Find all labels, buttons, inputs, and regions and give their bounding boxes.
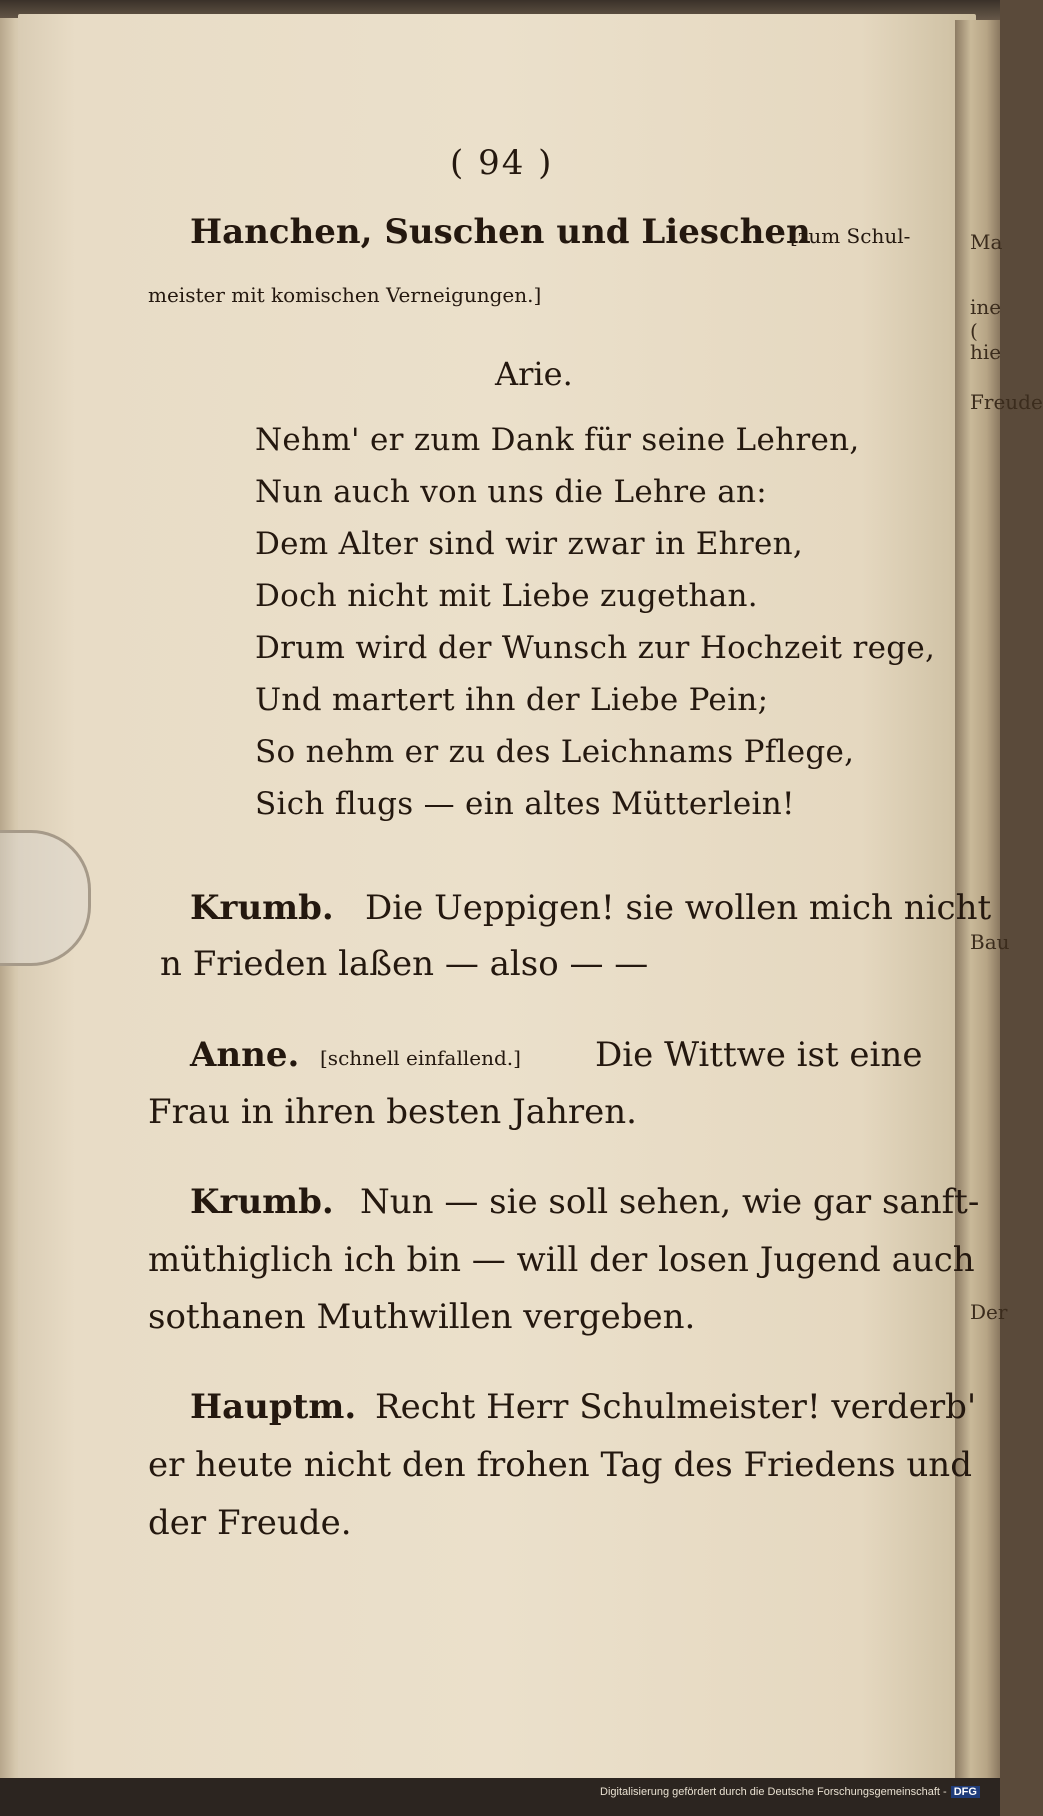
margin-fragment: Freude (970, 390, 1043, 414)
margin-fragment: Der (970, 1300, 1008, 1324)
verse-line: Und martert ihn der Liebe Pein; (255, 682, 769, 718)
margin-fragment: Bau (970, 930, 1010, 954)
verse-line: Sich flugs — ein altes Mütterlein! (255, 786, 795, 822)
stage-direction: [schnell einfallend.] (320, 1046, 521, 1070)
dialogue-line: n Frieden laßen — also — — (160, 944, 649, 984)
dialogue-line: sothanen Muthwillen vergeben. (148, 1297, 696, 1337)
dialogue-line: müthiglich ich bin — will der losen Jugend auch (148, 1240, 975, 1280)
verse-line: Nehm' er zum Dank für seine Lehren, (255, 422, 860, 458)
dialogue-line: Recht Herr Schulmeister! verderb' (375, 1387, 977, 1427)
verse-line: Nun auch von uns die Lehre an: (255, 474, 767, 510)
dialogue-line: der Freude. (148, 1503, 352, 1543)
margin-fragment: Ma (970, 230, 1003, 254)
speaker-name: Krumb. (190, 1182, 334, 1222)
speaker-name: Hauptm. (190, 1387, 357, 1427)
dialogue-line: er heute nicht den frohen Tag des Friedens und (148, 1445, 972, 1485)
verse-line: So nehm er zu des Leichnams Pflege, (255, 734, 855, 770)
footer-credit (600, 1786, 980, 1798)
page-number: ( 94 ) (450, 143, 554, 183)
dialogue-line: Die Wittwe ist eine (595, 1035, 923, 1075)
verse-line: Doch nicht mit Liebe zugethan. (255, 578, 758, 614)
song-title: Arie. (495, 355, 573, 393)
speaker-name: Krumb. (190, 888, 334, 928)
speaker-name: Anne. (190, 1035, 300, 1075)
dfg-logo: DFG (951, 1786, 980, 1798)
footer-credit-text: Digitalisierung gefördert durch die Deutsche Forschungsgemeinschaft - (600, 1786, 947, 1798)
dialogue-line: Die Ueppigen! sie wollen mich nicht (365, 888, 992, 928)
margin-fragment: ine ( (970, 295, 1002, 343)
heading-speakers: Hanchen, Suschen und Lieschen (190, 212, 811, 252)
verse-line: Drum wird der Wunsch zur Hochzeit rege, (255, 630, 936, 666)
margin-fragment: hie (970, 340, 1002, 364)
heading-direction-2: meister mit komischen Verneigungen.] (148, 283, 542, 307)
heading-direction-1: [zum Schul- (790, 224, 911, 248)
dialogue-line: Frau in ihren besten Jahren. (148, 1092, 637, 1132)
dialogue-line: Nun — sie soll sehen, wie gar sanft- (360, 1182, 980, 1222)
verse-line: Dem Alter sind wir zwar in Ehren, (255, 526, 804, 562)
